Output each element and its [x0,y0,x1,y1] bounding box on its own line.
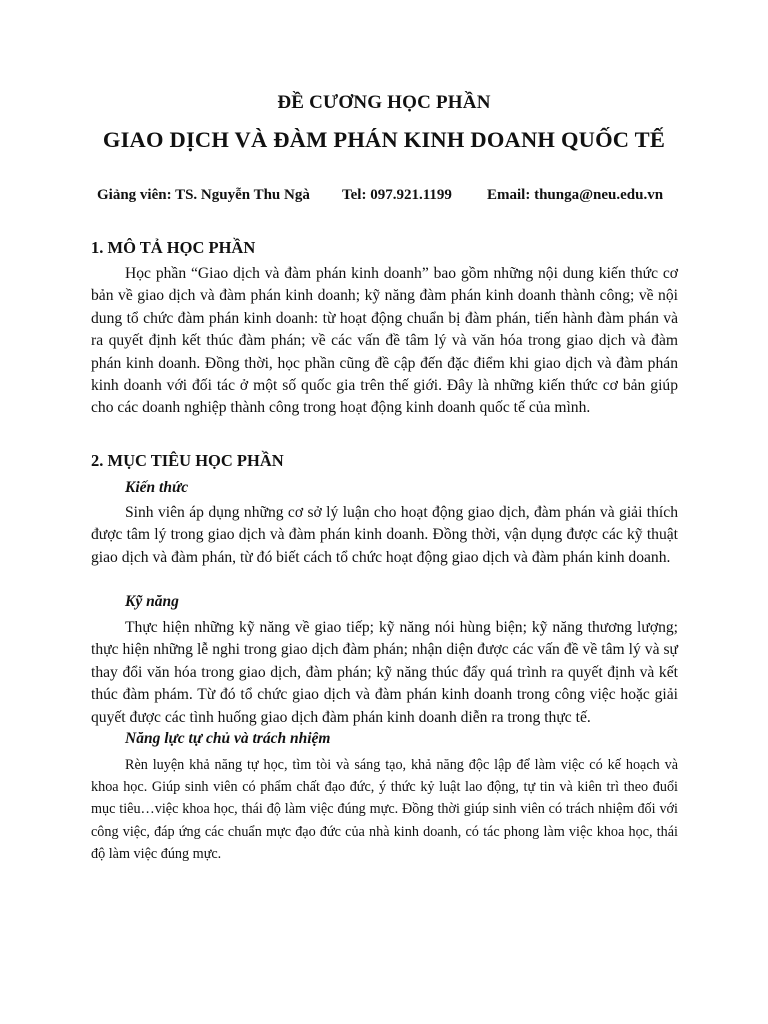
subsection-title-skills: Kỹ năng [125,593,179,610]
phone-info: Tel: 097.921.1199 [342,187,452,203]
lecturer-info: Giảng viên: TS. Nguyễn Thu Ngà [97,187,310,203]
document-subtitle: GIAO DỊCH VÀ ĐÀM PHÁN KINH DOANH QUỐC TẾ [102,127,666,152]
section-heading-description: 1. MÔ TẢ HỌC PHẦN [91,238,256,257]
subsection-title-autonomy: Năng lực tự chủ và trách nhiệm [125,730,331,747]
email-info: Email: thunga@neu.edu.vn [487,187,664,203]
section-heading-objectives: 2. MỤC TIÊU HỌC PHẦN [91,451,284,470]
document-title: ĐỀ CƯƠNG HỌC PHẦN [277,92,491,113]
autonomy-paragraph: Rèn luyện khả năng tự học, tìm tòi và sáng tạo, khả năng độc lập để làm việc có kế hoạch và khoa học. Giúp sinh viên có phẩm chất đạo đức, ý thức kỷ luật lao động, tự tin và kiên trì theo đuổi mục tiêu…việc khoa học, thái độ làm việc đúng mực. Đồng thời giúp sinh viên có trách nhiệm đối với công việc, đáp ứng các chuẩn mực đạo đức của nhà kinh doanh, có tác phong làm việc khoa học, thái độ làm việc đúng mực. [91,757,678,862]
skills-paragraph: Thực hiện những kỹ năng về giao tiếp; kỹ năng nói hùng biện; kỹ năng thương lượng; thực hiện những lễ nghi trong giao dịch đàm phán; nhận diện được các vấn đề về tâm lý và sự thay đổi văn hóa trong giao dịch, đàm phán; kỹ năng thúc đẩy quá trình ra quyết định và kết thúc đàm phám. Từ đó tổ chức giao dịch và đàm phán kinh doanh trong công việc hoặc giải quyết được các tình huống giao dịch đàm phán kinh doanh diễn ra trong thực tế. [91,619,678,726]
subsection-title-knowledge: Kiến thức [125,479,189,496]
description-paragraph: Học phần “Giao dịch và đàm phán kinh doanh” bao gồm những nội dung kiến thức cơ bản về giao dịch và đàm phán kinh doanh; kỹ năng đàm phán kinh doanh thành công; về nội dung tổ chức đàm phán kinh doanh: từ hoạt động chuẩn bị đàm phán, tiến hành đàm phán và ra quyết định kết thúc đàm phán; về các vấn đề tâm lý và văn hóa trong giao dịch và đàm phán kinh doanh. Đồng thời, học phần cũng đề cập đến đặc điểm khi giao dịch và đàm phán kinh doanh với đối tác ở một số quốc gia trên thế giới. Đây là những kiến thức cơ bản giúp cho các doanh nghiệp thành công trong hoạt động kinh doanh quốc tế của mình. [91,265,678,417]
knowledge-paragraph: Sinh viên áp dụng những cơ sở lý luận cho hoạt động giao dịch, đàm phán và giải thích được tâm lý trong giao dịch và đàm phán kinh doanh. Đồng thời, vận dụng được các kỹ thuật giao dịch và đàm phán, từ đó biết cách tổ chức hoạt động giao dịch và đàm phán kinh doanh. [91,504,678,566]
